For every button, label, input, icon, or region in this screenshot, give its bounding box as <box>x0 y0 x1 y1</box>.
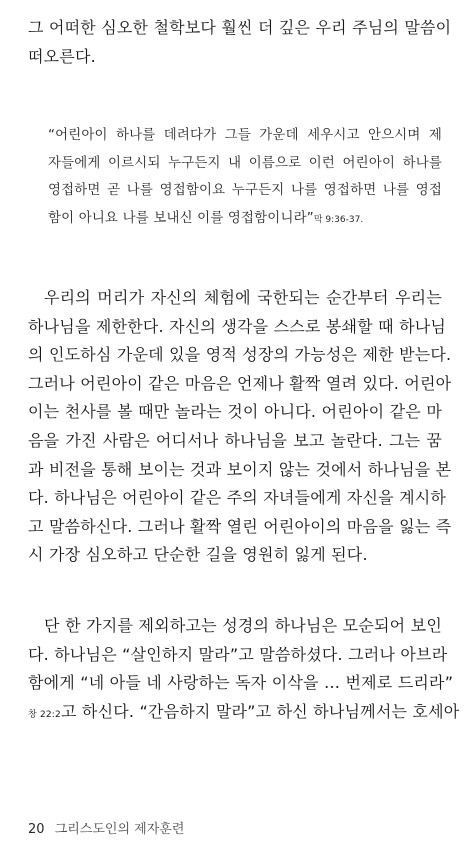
text-line: 시 가장 심오하고 단순한 길을 영원히 잃게 된다. <box>28 545 368 565</box>
page-number: 20 <box>28 822 45 837</box>
intro-paragraph <box>28 14 452 71</box>
text-line: 떠오른다. <box>28 46 96 66</box>
text-line: 그 어떠한 심오한 철학보다 훨씬 더 깊은 우리 주님의 말씀이 <box>28 18 452 37</box>
page-footer <box>28 818 184 837</box>
text-line-rest: 고 하신다. “간음하지 말라”고 하신 하나님께서는 호세아 <box>60 701 460 721</box>
text-line: 하나님을 제한한다. 자신의 생각을 스스로 봉쇄할 때 하나님 <box>28 316 447 336</box>
body-paragraph-1 <box>28 284 452 570</box>
quote-line: 영접하면 곧 나를 영접함이요 누구든지 나를 영접하면 나를 영접 <box>48 183 442 199</box>
text-line: 다. 하나님은 “살인하지 말라”고 말씀하셨다. 그러나 아브라 <box>28 644 448 664</box>
scripture-quote <box>48 122 442 234</box>
text-line: 다. 하나님은 어린아이 같은 주의 자녀들에게 자신을 계시하 <box>28 488 447 508</box>
quote-line <box>48 205 442 235</box>
scripture-reference: 막 9:36-37. <box>313 214 364 225</box>
running-title: 그리스도인의 제자훈련 <box>54 822 185 837</box>
text-line: 음을 가진 사람은 어디서나 하나님을 보고 놀란다. 그는 꿈 <box>28 430 442 450</box>
text-line: 그러나 어린아이 같은 마음은 언제나 활짝 열려 있다. 어린아 <box>28 373 452 393</box>
text-line: 의 인도하심 가운데 있을 영적 성장의 가능성은 제한 받는다. <box>28 345 452 365</box>
text-line: 이는 천사를 볼 때만 놀라는 것이 아니다. 어린아이 같은 마 <box>28 402 442 422</box>
text-line: 우리의 머리가 자신의 체험에 국한되는 순간부터 우리는 <box>44 288 442 307</box>
text-line: 과 비전을 통해 보이는 것과 보이지 않는 것에서 하나님을 본 <box>28 459 452 479</box>
text-line: 고 말씀하신다. 그러나 활짝 열린 어린아이의 마음을 잃는 즉 <box>28 516 452 536</box>
body-paragraph-2 <box>28 612 460 729</box>
quote-line-text: 함이 아니요 나를 보내신 이를 영접함이니라” <box>48 210 314 226</box>
text-line <box>28 698 460 730</box>
scripture-reference: 창 22:2 <box>28 709 61 720</box>
text-line: 함에게 “네 아들 네 사랑하는 독자 이삭을 … 번제로 드리라” <box>28 673 454 693</box>
text-line: 단 한 가지를 제외하고는 성경의 하나님은 모순되어 보인 <box>44 616 442 635</box>
quote-line: 자들에게 이르시되 누구든지 내 이름으로 이런 어린아이 하나를 <box>48 155 442 171</box>
quote-line: “어린아이 하나를 데려다가 그들 가운데 세우시고 안으시며 제 <box>48 128 442 143</box>
